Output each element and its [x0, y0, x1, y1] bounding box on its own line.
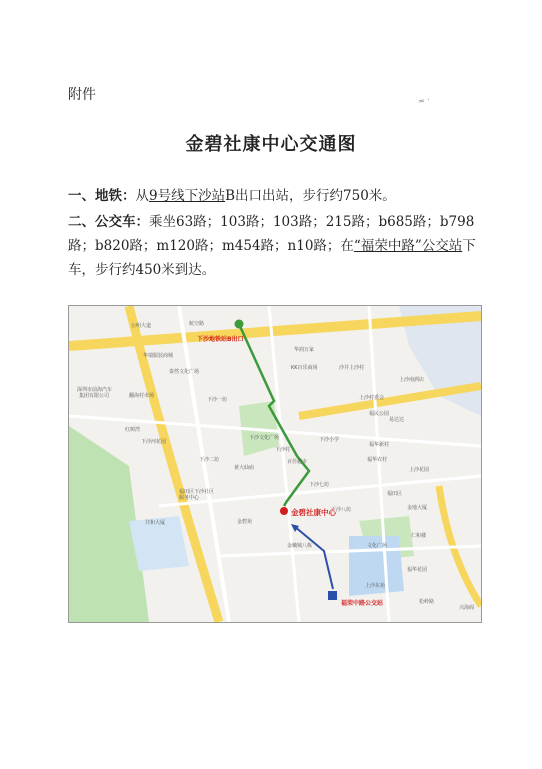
bus-stop-label: 福荣中路公交站 [341, 600, 384, 607]
subway-station: 9号线下沙站 [149, 188, 226, 204]
bus-stop-name: “福荣中路”公交站 [353, 238, 463, 254]
subway-heading: 一、地铁： [68, 188, 136, 204]
subway-text-after: B出口出站，步行约750米。 [225, 188, 396, 204]
subway-exit-label: 下沙地铁站B出口 [197, 336, 244, 343]
bus-text-after: 下车，步行约450米到达。 [68, 238, 476, 278]
map-graphic [69, 306, 481, 622]
bus-heading: 二、公交车： [68, 214, 149, 230]
pen-mark: ≈ · [417, 94, 431, 107]
destination-marker [280, 507, 288, 515]
bus-paragraph [68, 210, 488, 282]
bus-routes: 乘坐63路；103路；103路；215路；b685路；b798路；b820路；m120路；m454路；n10路；在 [68, 214, 475, 254]
page-title: 金碧社康中心交通图 [185, 134, 357, 155]
destination-label: 金碧社康中心 [291, 508, 336, 517]
subway-text-before: 从 [135, 188, 149, 204]
traffic-map: 公明大道 航空路 华瑞服装商城 泰然文化广场 深圳市前海汽车 集团有限公司 翻海村市场 下沙一坊 红树湾 下沙河花园 华润万家 KK百乐商场 沙井上沙村 上沙村委会 上沙南酒店 福民公园 易达达 下沙小学 福华新村 福华农村 上沙花园 下沙文化广场 下沙村 百佳超市 黄大仙庙 下沙二坊 下沙七坊 下沙八坊 福田区 金地大厦 福田区下沙社区 服务中心 金碧苑 共和大厦 金曦城八栋 文化广场 仁和楼 福华花园 上沙东苑 松岭路 兴海阁 下沙地铁站B出口 金碧社康中心 福荣中路公交站 [68, 305, 482, 623]
bus-stop-marker [328, 591, 337, 600]
subway-station-marker [235, 320, 244, 329]
attachment-label: 附件 [68, 87, 96, 103]
subway-paragraph [68, 184, 488, 208]
